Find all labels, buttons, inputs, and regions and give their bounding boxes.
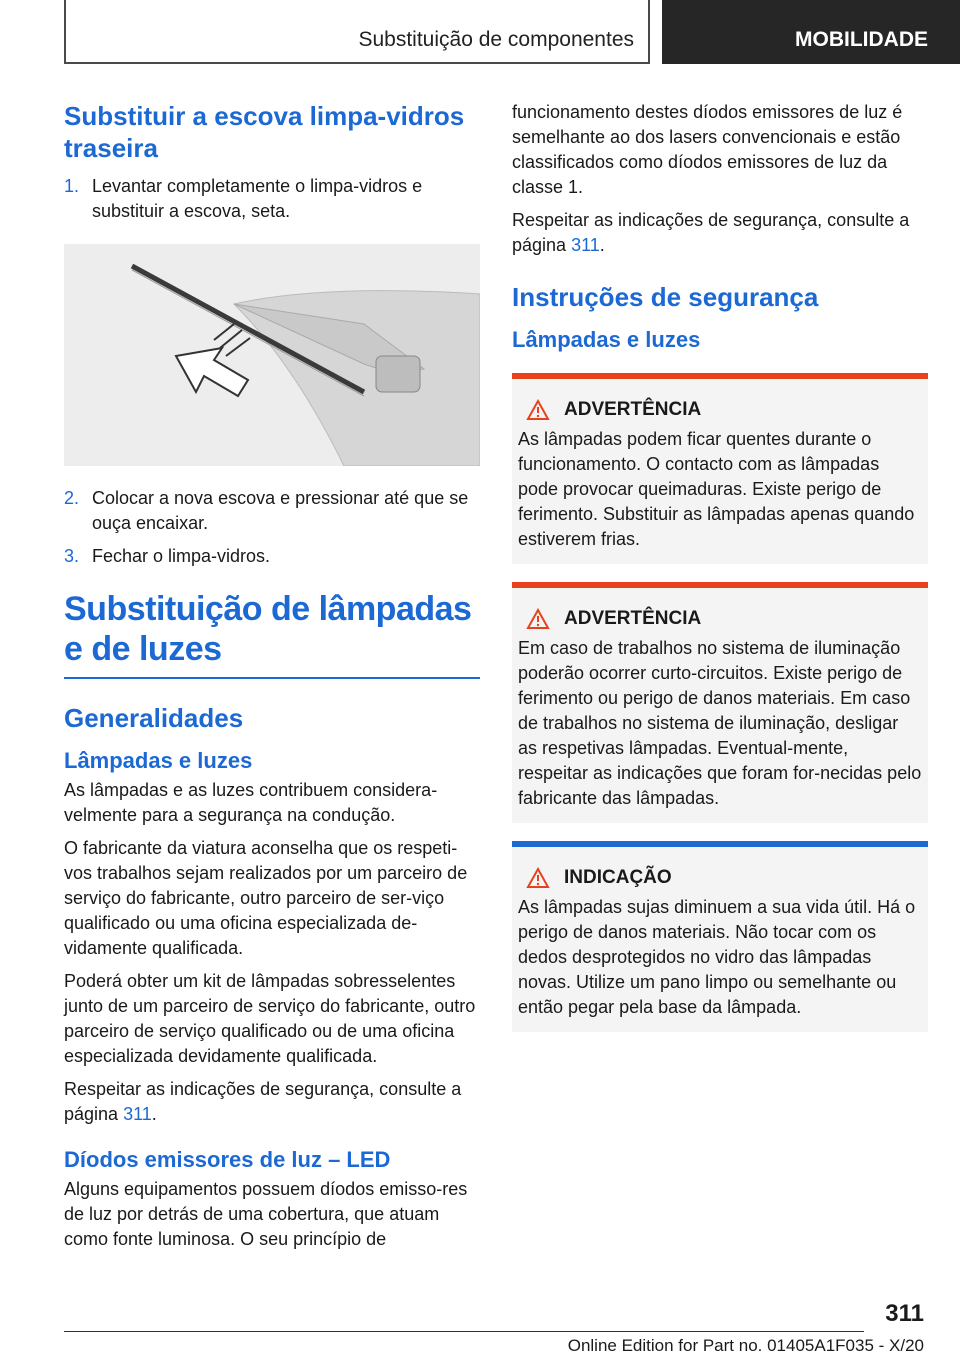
wiper-blade-figure: [64, 244, 480, 466]
lamps-heading: Lâmpadas e luzes: [64, 748, 253, 773]
reference-text: .: [151, 1104, 157, 1124]
step-number: 2.: [64, 488, 80, 508]
reference-text: Respeitar as indicações de segurança, consulte a página: [64, 1079, 462, 1124]
footer-edition: Online Edition for Part no. 01405A1F035 - X/20: [567, 1336, 924, 1355]
chapter-divider: [64, 677, 480, 679]
step-item: [64, 174, 480, 224]
lamps-safety-reference: [64, 1077, 480, 1127]
notice-box: [512, 841, 928, 1032]
warning-triangle-icon: [526, 867, 550, 889]
step-text: Levantar completamente o limpa-vidros e substituir a escova, seta.: [92, 176, 423, 221]
step-number: 1.: [64, 176, 80, 196]
warning-label: ADVERTÊNCIA: [564, 399, 702, 420]
notice-text: As lâmpadas sujas diminuem a sua vida útil. Há o perigo de danos materiais. Não tocar com os dedos desprotegidos no vidro das lâmpadas novas. Utilize um pano limpo ou semelhante ou então pegar pela base da lâmpada.: [518, 897, 916, 1017]
warning-triangle-icon: [526, 608, 550, 630]
led-heading: Díodos emissores de luz – LED: [64, 1147, 391, 1172]
warning-label: ADVERTÊNCIA: [564, 608, 702, 629]
step-item: [64, 486, 480, 536]
generalidades-heading: Generalidades: [64, 703, 244, 733]
warning-text: As lâmpadas podem ficar quentes durante o funcionamento. O contacto com as lâmpadas pode provocar queimaduras. Existe perigo de ferimento. Substituir as lâmpadas apenas quando estiverem frias.: [518, 429, 915, 549]
header-chapter-label: MOBILIDADE: [795, 28, 928, 51]
step-item: [64, 544, 480, 569]
step-number: 3.: [64, 546, 80, 566]
reference-text: .: [599, 235, 605, 255]
chapter-title: Substituição de lâmpadas e de luzes: [64, 590, 472, 668]
header-frame: [64, 0, 650, 64]
page-link-311[interactable]: 311: [571, 235, 600, 255]
lamps-paragraph: As lâmpadas e as luzes contribuem considera-velmente para a segurança na condução.: [64, 780, 438, 825]
notice-label: INDICAÇÃO: [564, 867, 672, 888]
lamps-paragraph: Poderá obter um kit de lâmpadas sobresselentes junto de um parceiro de serviço do fabricante, outro parceiro de serviço qualificado ou de uma oficina especializada devidamente qualificada.: [64, 971, 476, 1066]
right-column: [512, 100, 928, 1050]
warning-text: Em caso de trabalhos no sistema de iluminação poderão ocorrer curto-circuitos. Existe perigo de ferimento ou perigo de danos materiais. Em caso de trabalhos no sistema de iluminação, desligar as respetivas lâmpadas. Eventual-mente, respeitar as indicações que foram for-necidas pelo fabricante das lâmpadas.: [518, 638, 922, 808]
left-column: [64, 100, 480, 1260]
warning-box: [512, 582, 928, 823]
warning-triangle-icon: [526, 399, 550, 421]
led-paragraph-continued: funcionamento destes díodos emissores de luz é semelhante ao dos lasers convencionais e estão classificados como díodos emissores de luz da classe 1.: [512, 102, 903, 197]
warning-box: [512, 373, 928, 564]
lamps-paragraph: O fabricante da viatura aconselha que os respeti-vos trabalhos sejam realizados por um parceiro de serviço do fabricante, outro parceiro de ser-viço qualificado ou uma oficina especializada de-vidamente qualificada.: [64, 838, 468, 958]
step-text: Colocar a nova escova e pressionar até que se ouça encaixar.: [92, 488, 469, 533]
safety-heading: Instruções de segurança: [512, 282, 819, 312]
reference-text: Respeitar as indicações de segurança, consulte a página: [512, 210, 910, 255]
page-number: 311: [885, 1300, 924, 1327]
led-safety-reference: [512, 208, 928, 258]
header-chapter-tab: [662, 0, 960, 64]
footer-divider: [64, 1331, 864, 1332]
step-text: Fechar o limpa-vidros.: [92, 546, 271, 566]
wiper-illustration: [64, 244, 480, 466]
wiper-section-title: Substituir a escova limpa-vidros traseira: [64, 101, 465, 163]
safety-subheading: Lâmpadas e luzes: [512, 327, 701, 352]
led-paragraph: Alguns equipamentos possuem díodos emisso-res de luz por detrás de uma cobertura, que atuam como fonte luminosa. O seu princípio de: [64, 1179, 468, 1249]
page-link-311[interactable]: 311: [123, 1104, 152, 1124]
header-section-title: Substituição de componentes: [358, 28, 634, 51]
